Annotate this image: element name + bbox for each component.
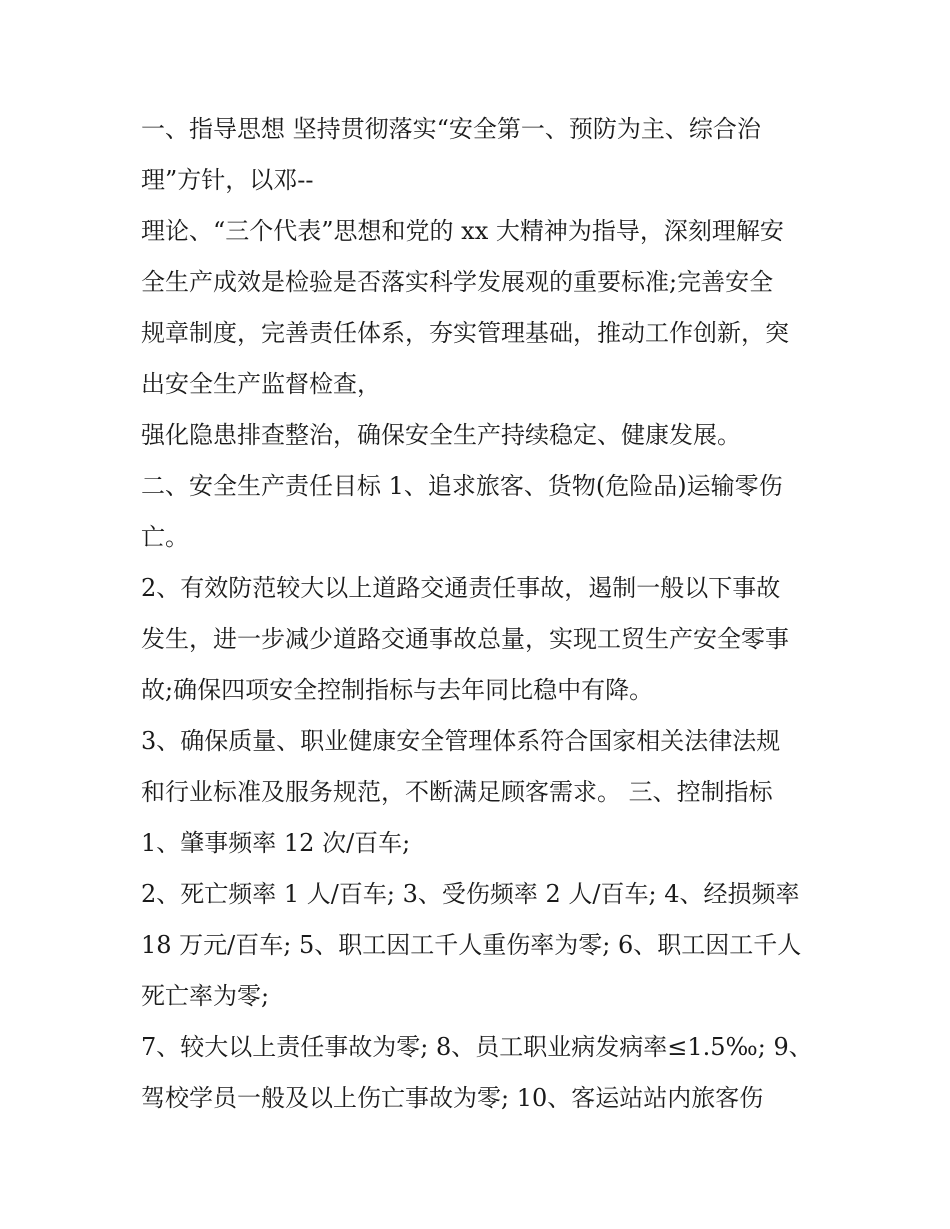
text-line: 和行业标准及服务规范，不断满足顾客需求。 三、控制指标 <box>141 778 773 806</box>
text-line: 出安全生产监督检查， <box>141 370 381 398</box>
text-line: 亡。 <box>141 523 189 551</box>
text-line: 发生，进一步减少道路交通事故总量，实现工贸生产安全零事 <box>141 625 789 653</box>
text-line: 死亡率为零; <box>141 982 270 1010</box>
text-line: 全生产成效是检验是否落实科学发展观的重要标准;完善安全 <box>141 268 774 296</box>
text-line: 2、死亡频率 1 人/百车; 3、受伤频率 2 人/百车; 4、经损频率 <box>141 880 800 908</box>
text-line: 故;确保四项安全控制指标与去年同比稳中有降。 <box>141 676 654 704</box>
document-body <box>141 104 821 1124</box>
text-line: 规章制度，完善责任体系，夯实管理基础，推动工作创新，突 <box>141 319 789 347</box>
text-line: 3、确保质量、职业健康安全管理体系符合国家相关法律法规 <box>141 727 781 755</box>
text-line: 1、肇事频率 12 次/百车; <box>141 829 411 857</box>
text-line: 二、安全生产责任目标 1、追求旅客、货物(危险品)运输零伤 <box>141 472 783 500</box>
text-line: 2、有效防范较大以上道路交通责任事故，遏制一般以下事故 <box>141 574 781 602</box>
text-line: 18 万元/百车; 5、职工因工千人重伤率为零; 6、职工因工千人 <box>141 931 802 959</box>
text-line: 驾校学员一般及以上伤亡事故为零; 10、客运站站内旅客伤 <box>141 1084 764 1112</box>
text-line: 7、较大以上责任事故为零; 8、员工职业病发病率≤1.5‰; 9、 <box>141 1033 813 1061</box>
text-line: 一、指导思想 坚持贯彻落实“安全第一、预防为主、综合治 <box>141 115 761 143</box>
text-line: 理论、“三个代表”思想和党的 xx 大精神为指导，深刻理解安 <box>141 217 784 245</box>
text-line: 理”方针，以邓-- <box>141 166 314 194</box>
text-line: 强化隐患排查整治，确保安全生产持续稳定、健康发展。 <box>141 421 741 449</box>
